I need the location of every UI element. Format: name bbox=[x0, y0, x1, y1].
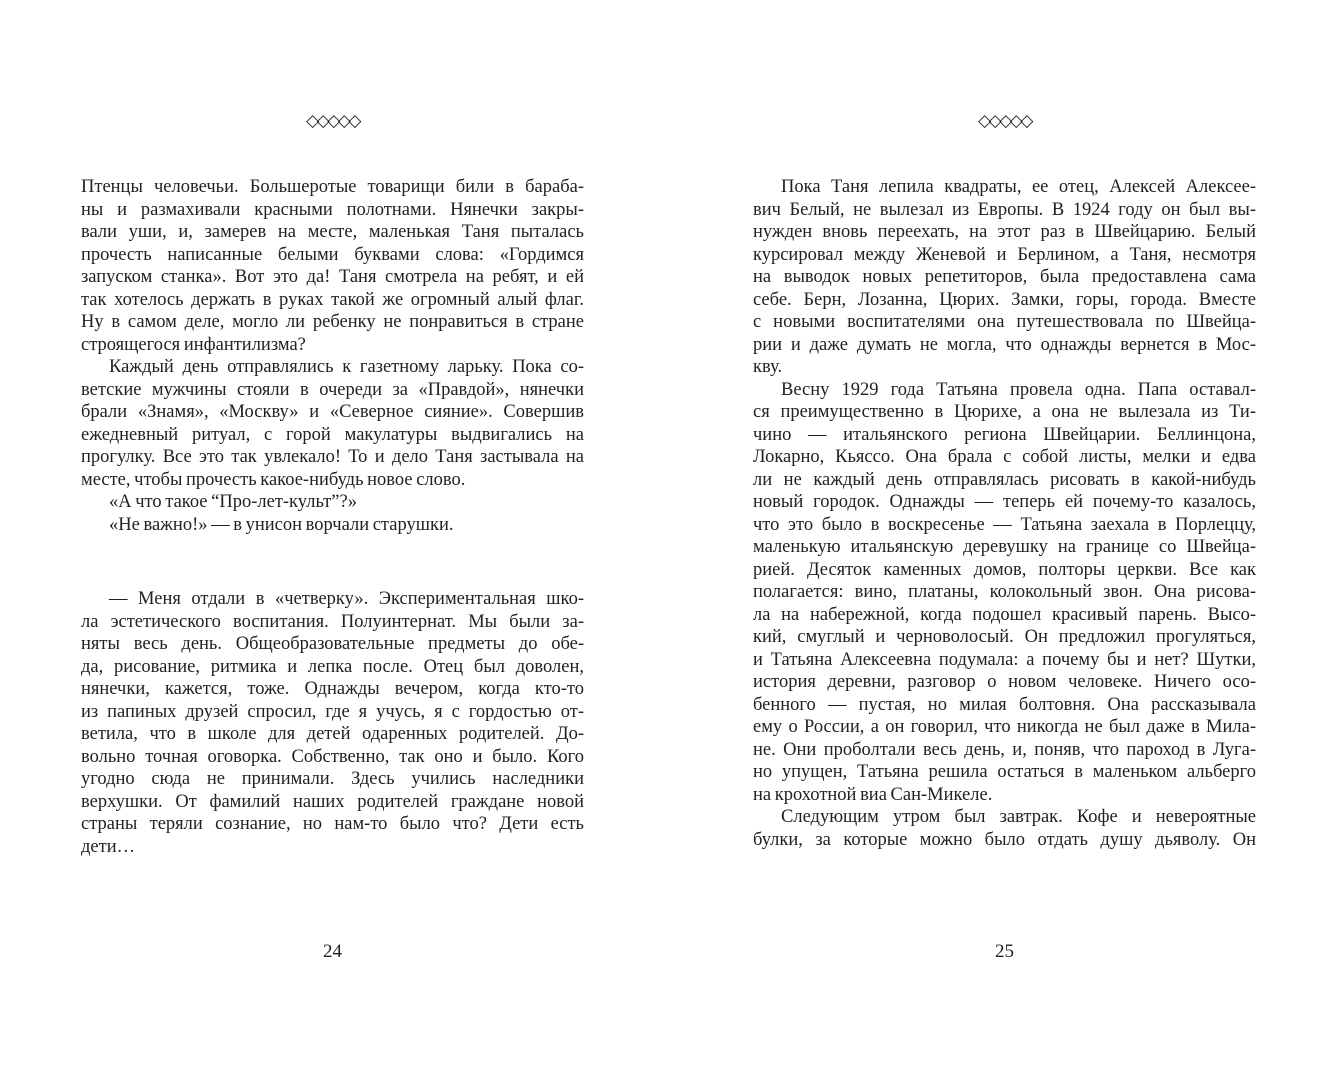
paragraph bbox=[81, 176, 584, 356]
text-line: дети… bbox=[81, 836, 136, 857]
paragraph bbox=[753, 176, 1256, 379]
text-line: нужден вновь переехать, на этот раз в Швейцарию. Белый bbox=[753, 222, 1256, 242]
text-line: строящегося инфантилизма? bbox=[81, 334, 306, 355]
text-line: Локарно, Кьяссо. Она брала с собой листы, мелки и едва bbox=[753, 447, 1256, 467]
paragraph bbox=[81, 491, 584, 514]
text-line: вали уши, и, замерев на месте, маленькая Таня пыталась bbox=[81, 222, 584, 242]
paragraph bbox=[753, 806, 1256, 851]
text-line: ежедневный ритуал, с горой макулатуры выдвигались на bbox=[81, 424, 584, 445]
text-line: угодно сюда не принимали. Здесь учились наследники bbox=[81, 769, 584, 789]
text-line: верхушки. От фамилий наших родителей граждане новой bbox=[81, 791, 584, 812]
text-line: Птенцы человечьи. Большеротые товарищи били в бараба- bbox=[81, 177, 584, 197]
text-line: ветские мужчины стояли в очереди за «Правдой», нянечки bbox=[81, 379, 584, 400]
text-line: запуском станка». Вот это да! Таня смотрела на ребят, и ей bbox=[81, 267, 584, 287]
section-ornament: ◇◇◇◇◇ bbox=[306, 111, 359, 130]
text-line: да, рисование, ритмика и лепка после. Отец был доволен, bbox=[81, 656, 584, 677]
section-ornament: ◇◇◇◇◇ bbox=[978, 111, 1031, 130]
text-line: ны и размахивали красными полотнами. Нянечки закры- bbox=[81, 199, 584, 220]
text-line: ли не каждый день отправлялась рисовать в какой-нибудь bbox=[753, 469, 1256, 490]
page-text-block bbox=[81, 176, 584, 858]
text-line: Следующим утром был завтрак. Кофе и невероятные bbox=[781, 807, 1256, 827]
text-line: вольно точная оговорка. Собственно, так оно и было. Кого bbox=[81, 746, 584, 767]
paragraph bbox=[81, 514, 584, 537]
text-line: ла на набережной, когда подошел красивый парень. Высо- bbox=[753, 604, 1256, 625]
text-line: «А что такое “Про-лет-культ”?» bbox=[109, 492, 357, 512]
text-line: с новыми воспитателями она путешествовала по Швейца- bbox=[753, 312, 1256, 332]
paragraph bbox=[81, 356, 584, 491]
text-line: «Не важно!» — в унисон ворчали старушки. bbox=[109, 514, 454, 535]
page-text-block bbox=[753, 176, 1256, 851]
text-line: кву. bbox=[753, 357, 783, 377]
page-number: 24 bbox=[323, 941, 342, 962]
text-line: брали «Знамя», «Москву» и «Северное сияние». Совершив bbox=[81, 402, 584, 422]
page-left bbox=[81, 0, 584, 1080]
text-line: Весну 1929 года Татьяна провела одна. Папа оставал- bbox=[781, 379, 1256, 400]
text-line: ла эстетического воспитания. Полуинтернат. Мы были за- bbox=[81, 611, 584, 632]
text-line: Ну в самом деле, могло ли ребенку не понравиться в стране bbox=[81, 312, 584, 332]
text-line: ему о России, а он говорил, что никогда не был даже в Мила- bbox=[753, 717, 1256, 737]
text-line: нянечки, кажется, тоже. Однажды вечером, когда кто-то bbox=[81, 679, 584, 699]
text-line: история деревни, разговор о новом человеке. Ничего осо- bbox=[753, 672, 1256, 692]
text-line: и Татьяна Алексеевна подумала: а почему бы и нет? Шутки, bbox=[753, 649, 1256, 670]
text-line: на крохотной виа Сан-Микеле. bbox=[753, 784, 993, 805]
text-line: прочесть написанные белыми буквами слова: «Гордимся bbox=[81, 244, 584, 265]
text-line: из папиных друзей спросил, где я учусь, я с гордостью от- bbox=[81, 701, 584, 722]
text-line: месте, чтобы прочесть какое-нибудь новое слово. bbox=[81, 469, 466, 490]
text-line: страны теряли сознание, но нам-то было что? Дети есть bbox=[81, 814, 584, 834]
text-line: рией. Десяток каменных домов, полторы церкви. Все как bbox=[753, 559, 1256, 580]
text-line: Пока Таня лепила квадраты, ее отец, Алексей Алексее- bbox=[781, 177, 1256, 197]
text-line: полагается: вино, платаны, колокольный звон. Она рисова- bbox=[753, 582, 1256, 602]
text-line: вич Белый, не вылезал из Европы. В 1924 году он был вы- bbox=[753, 199, 1256, 220]
paragraph bbox=[81, 588, 584, 858]
text-line: рии и даже думать не могла, что однажды вернется в Мос- bbox=[753, 334, 1256, 355]
text-line: ся преимущественно в Цюрихе, а она не вылезала из Ти- bbox=[753, 402, 1256, 422]
text-line: но упущен, Татьяна решила остаться в маленьком альберго bbox=[753, 762, 1256, 782]
text-line: бенного — пустая, но милая болтовня. Она рассказывала bbox=[753, 694, 1256, 715]
page-number: 25 bbox=[995, 941, 1014, 962]
text-line: — Меня отдали в «четверку». Экспериментальная шко- bbox=[109, 589, 584, 609]
text-line: курсировал между Женевой и Берлином, а Таня, несмотря bbox=[753, 244, 1256, 265]
text-line: чино — итальянского региона Швейцарии. Беллинцона, bbox=[753, 424, 1256, 445]
text-line: ветила, что в школе для детей одаренных родителей. До- bbox=[81, 724, 584, 744]
text-line: няты весь день. Общеобразовательные предметы до обе- bbox=[81, 634, 584, 654]
text-line: прогулку. Все это так увлекало! То и дело Таня застывала на bbox=[81, 447, 584, 467]
paragraph bbox=[753, 379, 1256, 807]
text-line: булки, за которые можно было отдать душу дьяволу. Он bbox=[753, 829, 1256, 850]
text-line: себе. Берн, Лозанна, Цюрих. Замки, горы, города. Вместе bbox=[753, 289, 1256, 310]
page-right bbox=[753, 0, 1256, 1080]
text-line: так хотелось держать в руках такой же огромный алый флаг. bbox=[81, 289, 584, 310]
text-line: Каждый день отправлялись к газетному ларьку. Пока со- bbox=[109, 357, 584, 377]
text-line: не. Они проболтали весь день, и, поняв, что пароход в Луга- bbox=[753, 739, 1256, 760]
text-line: маленькую итальянскую деревушку на границе со Швейца- bbox=[753, 537, 1256, 557]
text-line: новый городок. Однажды — теперь ей почему-то казалось, bbox=[753, 492, 1256, 512]
text-line: кий, смуглый и черноволосый. Он предложил прогуляться, bbox=[753, 627, 1256, 647]
text-line: что это было в воскресенье — Татьяна заехала в Порлеццу, bbox=[753, 514, 1256, 535]
text-line: на выводок новых репетиторов, была предоставлена сама bbox=[753, 267, 1256, 287]
